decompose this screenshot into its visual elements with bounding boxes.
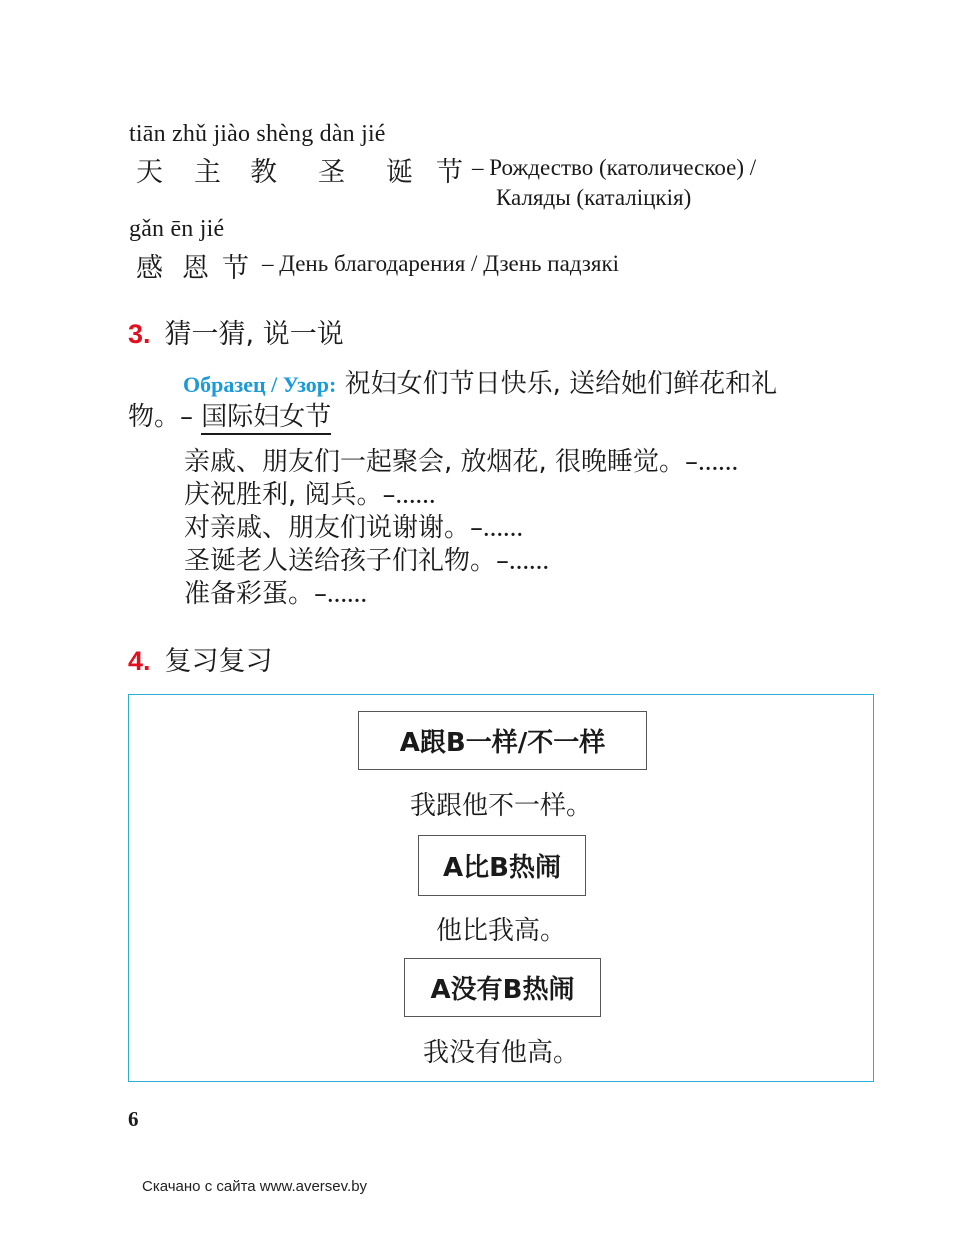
sample-line-2 (128, 396, 331, 433)
grammar-pattern: A跟B一样/不一样 (358, 711, 647, 770)
exercise-item (184, 573, 367, 610)
item-text: 庆祝胜利, 阅兵。– (184, 480, 396, 510)
hanzi-char: 节 (436, 157, 463, 188)
hanzi-tianzhujiao-shengdanjie (136, 150, 466, 189)
section-4-heading (128, 639, 273, 678)
grammar-pattern: A比B热闹 (418, 835, 586, 896)
translation-christmas-by: Каляды (каталіцкія) (496, 185, 692, 210)
download-source-footer: Скачано с сайта www.aversev.by (142, 1178, 368, 1195)
grammar-pattern: A没有B热闹 (404, 958, 601, 1017)
grammar-review-box (128, 694, 874, 1082)
exercise-item (184, 474, 436, 511)
sample-text-end: 物。– (128, 402, 194, 432)
pinyin-ganenjie: gǎn ēn jié (129, 216, 225, 242)
answer-blank: …… (698, 453, 739, 475)
item-text: 准备彩蛋。– (184, 579, 328, 609)
hanzi-char: 诞 (386, 157, 413, 188)
hanzi-char: 节 (222, 253, 249, 284)
item-text: 亲戚、朋友们一起聚会, 放烟花, 很晚睡觉。– (184, 447, 699, 477)
sample-label: Образец / Узор: (183, 372, 337, 397)
section-3-heading (128, 312, 344, 351)
translation-christmas-ru: – Рождество (католическое) / (472, 155, 757, 180)
translation-thanksgiving: – День благодарения / Дзень падзякі (262, 251, 620, 276)
hanzi-char: 感 (136, 253, 163, 284)
section-number: 4. (128, 646, 151, 676)
grammar-example: 他比我高。 (435, 916, 566, 946)
sample-answer: 国际妇女节 (201, 402, 331, 435)
answer-blank: …… (509, 552, 550, 574)
hanzi-char: 恩 (182, 253, 209, 284)
hanzi-char: 教 (250, 157, 277, 188)
page-number: 6 (128, 1107, 139, 1131)
sample-text: 祝妇女们节日快乐, 送给她们鲜花和礼 (344, 369, 778, 399)
sample-line-1 (183, 363, 777, 400)
item-text: 对亲戚、朋友们说谢谢。– (184, 513, 484, 543)
section-title: 复习复习 (164, 646, 273, 677)
grammar-example: 我没有他高。 (422, 1038, 579, 1068)
exercise-item (184, 507, 523, 544)
hanzi-char: 圣 (318, 157, 345, 188)
pinyin-tianzhujiao-shengdanjie: tiān zhǔ jiào shèng dàn jié (129, 121, 386, 147)
answer-blank: …… (327, 585, 368, 607)
answer-blank: …… (395, 486, 436, 508)
item-text: 圣诞老人送给孩子们礼物。– (184, 546, 510, 576)
hanzi-char: 主 (194, 157, 221, 188)
section-number: 3. (128, 319, 151, 349)
hanzi-char: 天 (136, 157, 163, 188)
grammar-example: 我跟他不一样。 (409, 791, 592, 821)
exercise-item (184, 441, 738, 478)
exercise-item (184, 540, 549, 577)
hanzi-ganenjie (136, 246, 252, 285)
section-title: 猜一猜, 说一说 (164, 319, 344, 350)
answer-blank: …… (483, 519, 524, 541)
